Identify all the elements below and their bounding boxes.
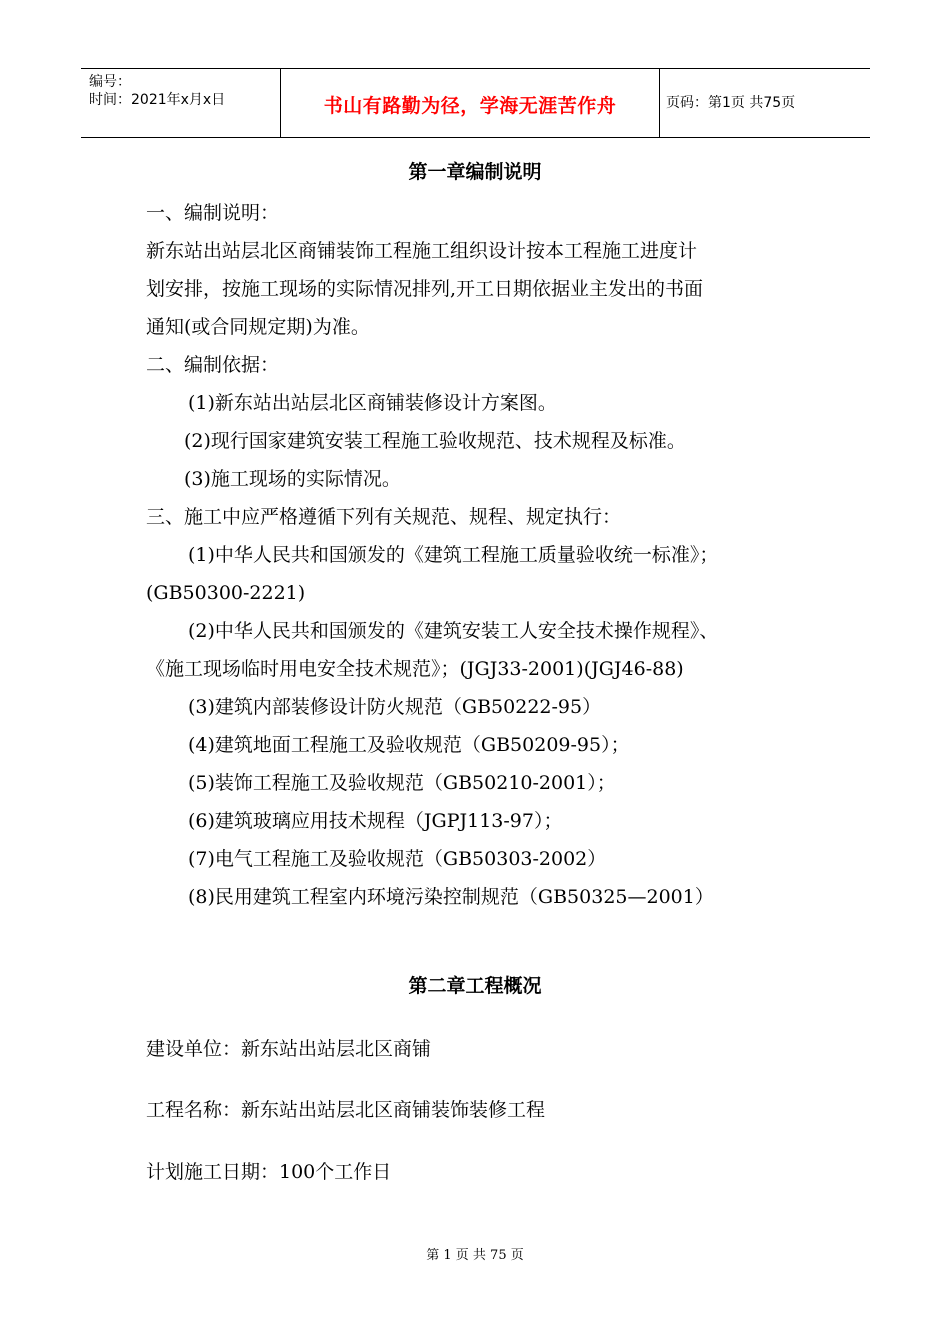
header-page-info: 页码：第1页 共75页 <box>666 95 796 111</box>
header-motto-cell <box>281 69 660 137</box>
section3-line: (6)建筑玻璃应用技术规程（JGPJ113-97）； <box>188 810 563 832</box>
section3-line: (1)中华人民共和国颁发的《建筑工程施工质量验收统一标准》； <box>188 544 719 566</box>
header-motto: 书山有路勤为径，学海无涯苦作舟 <box>323 95 617 117</box>
document-number-label: 编号： <box>89 74 131 90</box>
planned-duration: 计划施工日期：100个工作日 <box>146 1161 392 1183</box>
page-footer: 第 1 页 共 75 页 <box>426 1248 524 1263</box>
section3-line: 《施工现场临时用电安全技术规范》；(JGJ33-2001)(JGJ46-88) <box>146 658 684 680</box>
section1-line: 通知(或合同规定期)为准。 <box>146 316 370 338</box>
section3-line: (4)建筑地面工程施工及验收规范（GB50209-95）； <box>188 734 630 756</box>
project-name: 工程名称：新东站出站层北区商铺装饰装修工程 <box>146 1099 546 1121</box>
section3-line: (GB50300-2221) <box>146 582 306 604</box>
chapter2-title: 第二章工程概况 <box>408 975 542 997</box>
section2-item: (1)新东站出站层北区商铺装修设计方案图。 <box>188 392 557 414</box>
section2-title: 二、编制依据： <box>146 354 280 376</box>
page-header <box>81 68 870 138</box>
section2-item: (3)施工现场的实际情况。 <box>184 468 401 490</box>
section3-line: (2)中华人民共和国颁发的《建筑安装工人安全技术操作规程》、 <box>188 620 719 642</box>
chapter1-title: 第一章编制说明 <box>408 161 542 183</box>
section3-line: (5)装饰工程施工及验收规范（GB50210-2001）； <box>188 772 616 794</box>
section1-line: 划安排，按施工现场的实际情况排列,开工日期依据业主发出的书面 <box>146 278 704 300</box>
section3-line: (3)建筑内部装修设计防火规范（GB50222-95） <box>188 696 602 718</box>
section3-line: (7)电气工程施工及验收规范（GB50303-2002） <box>188 848 607 870</box>
header-meta-cell <box>81 69 281 137</box>
header-page-cell <box>660 69 870 137</box>
section2-item: (2)现行国家建筑安装工程施工验收规范、技术规程及标准。 <box>184 430 686 452</box>
section3-title: 三、施工中应严格遵循下列有关规范、规程、规定执行： <box>146 506 622 528</box>
section1-line: 新东站出站层北区商铺装饰工程施工组织设计按本工程施工进度计 <box>146 240 698 262</box>
project-owner: 建设单位：新东站出站层北区商铺 <box>146 1038 432 1060</box>
section1-title: 一、编制说明： <box>146 202 280 224</box>
document-date: 时间：2021年x月x日 <box>89 92 226 108</box>
section3-line: (8)民用建筑工程室内环境污染控制规范（GB50325—2001） <box>188 886 714 908</box>
